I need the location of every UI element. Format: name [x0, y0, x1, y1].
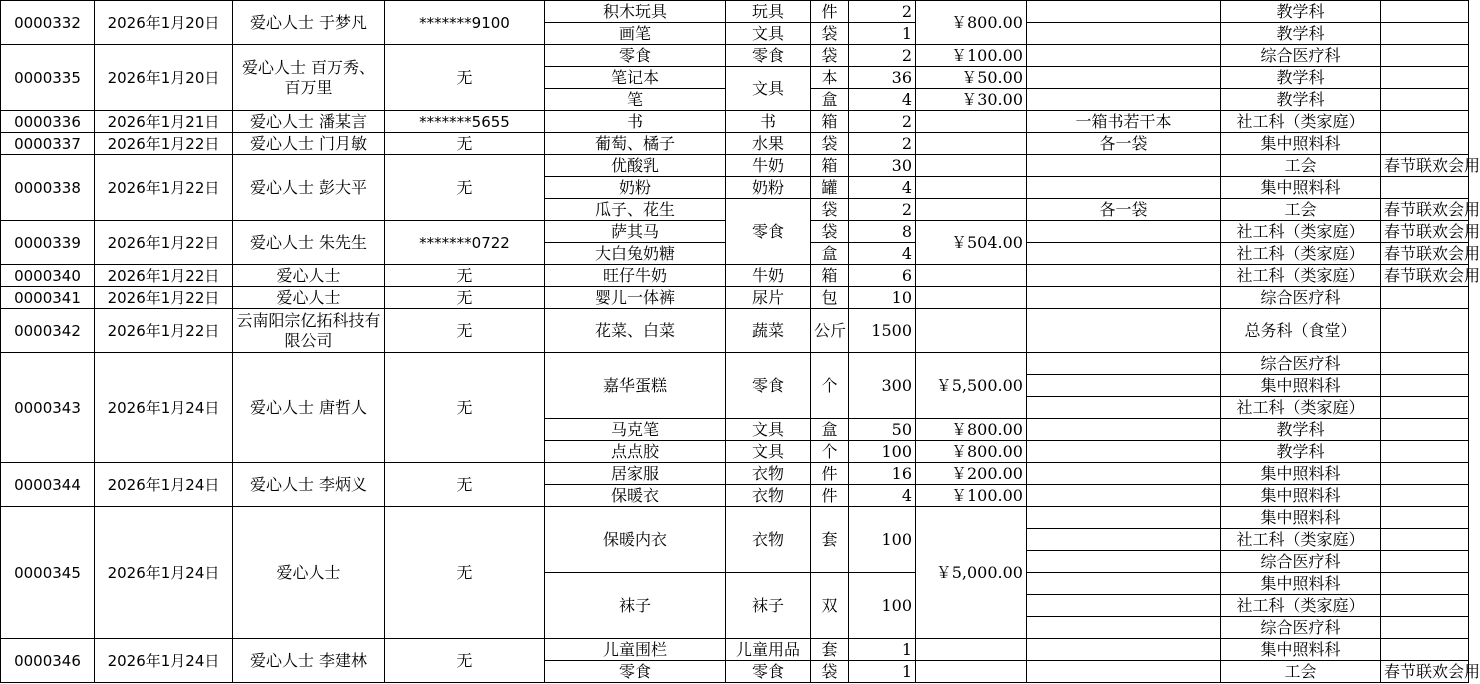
- purpose-cell[interactable]: [1381, 639, 1469, 661]
- item-category[interactable]: 尿片: [726, 287, 811, 309]
- purpose-cell[interactable]: [1381, 287, 1469, 309]
- purpose-cell[interactable]: [1381, 485, 1469, 507]
- purpose-cell[interactable]: [1381, 463, 1469, 485]
- donor-name[interactable]: 爱心人士 李炳义: [233, 463, 385, 507]
- item-value[interactable]: ￥30.00: [916, 89, 1027, 111]
- item-quantity[interactable]: 4: [849, 177, 916, 199]
- donation-date[interactable]: 2026年1月22日: [95, 221, 233, 265]
- item-quantity[interactable]: 36: [849, 67, 916, 89]
- donation-date[interactable]: 2026年1月22日: [95, 287, 233, 309]
- item-quantity[interactable]: 300: [849, 353, 916, 419]
- donor-name[interactable]: 爱心人士: [233, 507, 385, 639]
- donor-name[interactable]: 爱心人士 唐哲人: [233, 353, 385, 463]
- item-quantity[interactable]: 2: [849, 199, 916, 221]
- item-category[interactable]: 水果: [726, 133, 811, 155]
- table-row[interactable]: [1, 155, 1469, 177]
- item-value[interactable]: ￥5,500.00: [916, 353, 1027, 419]
- item-category[interactable]: 蔬菜: [726, 309, 811, 353]
- recipient-dept[interactable]: 社工科（类家庭）: [1221, 243, 1381, 265]
- recipient-dept[interactable]: 社工科（类家庭）: [1221, 595, 1381, 617]
- purpose-cell[interactable]: 春节联欢会用: [1381, 265, 1469, 287]
- donor-name[interactable]: 爱心人士 于梦凡: [233, 1, 385, 45]
- donation-date[interactable]: 2026年1月20日: [95, 45, 233, 111]
- item-category[interactable]: 衣物: [726, 463, 811, 485]
- item-category[interactable]: 玩具: [726, 1, 811, 23]
- table-row[interactable]: [1, 507, 1469, 529]
- item-quantity[interactable]: 10: [849, 287, 916, 309]
- donor-phone[interactable]: *******9100: [385, 1, 545, 45]
- item-name[interactable]: 积木玩具: [545, 1, 726, 23]
- item-name[interactable]: 马克笔: [545, 419, 726, 441]
- donation-date[interactable]: 2026年1月22日: [95, 309, 233, 353]
- table-row[interactable]: [1, 111, 1469, 133]
- item-unit[interactable]: 套: [811, 507, 849, 573]
- item-category[interactable]: 衣物: [726, 507, 811, 573]
- note-cell[interactable]: [1027, 375, 1221, 397]
- table-row[interactable]: [1, 309, 1469, 353]
- item-unit[interactable]: 盒: [811, 419, 849, 441]
- recipient-dept[interactable]: 教学科: [1221, 419, 1381, 441]
- item-name[interactable]: 零食: [545, 661, 726, 683]
- recipient-dept[interactable]: 综合医疗科: [1221, 353, 1381, 375]
- record-id[interactable]: 0000339: [1, 221, 95, 265]
- donor-name[interactable]: 爱心人士: [233, 287, 385, 309]
- item-name[interactable]: 袜子: [545, 573, 726, 639]
- donor-name[interactable]: 爱心人士 潘某言: [233, 111, 385, 133]
- recipient-dept[interactable]: 教学科: [1221, 89, 1381, 111]
- record-id[interactable]: 0000344: [1, 463, 95, 507]
- item-unit[interactable]: 箱: [811, 111, 849, 133]
- donor-phone[interactable]: 无: [385, 353, 545, 463]
- item-unit[interactable]: 公斤: [811, 309, 849, 353]
- note-cell[interactable]: 一箱书若干本: [1027, 111, 1221, 133]
- item-category[interactable]: 零食: [726, 661, 811, 683]
- item-value[interactable]: ￥800.00: [916, 1, 1027, 45]
- purpose-cell[interactable]: [1381, 375, 1469, 397]
- donation-date[interactable]: 2026年1月24日: [95, 507, 233, 639]
- donor-phone[interactable]: 无: [385, 155, 545, 221]
- item-value[interactable]: ￥800.00: [916, 419, 1027, 441]
- donor-name[interactable]: 爱心人士 门月敏: [233, 133, 385, 155]
- donation-date[interactable]: 2026年1月24日: [95, 463, 233, 507]
- purpose-cell[interactable]: 春节联欢会用: [1381, 155, 1469, 177]
- item-value[interactable]: [916, 661, 1027, 683]
- record-id[interactable]: 0000346: [1, 639, 95, 683]
- item-quantity[interactable]: 100: [849, 441, 916, 463]
- item-unit[interactable]: 件: [811, 463, 849, 485]
- item-category[interactable]: 儿童用品: [726, 639, 811, 661]
- item-value[interactable]: [916, 155, 1027, 177]
- note-cell[interactable]: [1027, 155, 1221, 177]
- item-value[interactable]: ￥504.00: [916, 221, 1027, 265]
- item-name[interactable]: 嘉华蛋糕: [545, 353, 726, 419]
- recipient-dept[interactable]: 综合医疗科: [1221, 287, 1381, 309]
- donation-date[interactable]: 2026年1月22日: [95, 133, 233, 155]
- note-cell[interactable]: [1027, 1, 1221, 23]
- item-value[interactable]: ￥5,000.00: [916, 507, 1027, 639]
- item-name[interactable]: 花菜、白菜: [545, 309, 726, 353]
- note-cell[interactable]: [1027, 463, 1221, 485]
- recipient-dept[interactable]: 社工科（类家庭）: [1221, 265, 1381, 287]
- item-quantity[interactable]: 2: [849, 111, 916, 133]
- item-unit[interactable]: 件: [811, 485, 849, 507]
- note-cell[interactable]: [1027, 243, 1221, 265]
- item-name[interactable]: 大白兔奶糖: [545, 243, 726, 265]
- donation-date[interactable]: 2026年1月20日: [95, 1, 233, 45]
- table-row[interactable]: [1, 353, 1469, 375]
- donation-date[interactable]: 2026年1月22日: [95, 265, 233, 287]
- item-unit[interactable]: 袋: [811, 199, 849, 221]
- note-cell[interactable]: [1027, 221, 1221, 243]
- table-row[interactable]: [1, 639, 1469, 661]
- item-name[interactable]: 居家服: [545, 463, 726, 485]
- item-quantity[interactable]: 4: [849, 485, 916, 507]
- item-quantity[interactable]: 1: [849, 661, 916, 683]
- item-category[interactable]: 奶粉: [726, 177, 811, 199]
- donor-phone[interactable]: 无: [385, 133, 545, 155]
- item-unit[interactable]: 袋: [811, 661, 849, 683]
- note-cell[interactable]: [1027, 441, 1221, 463]
- item-unit[interactable]: 个: [811, 353, 849, 419]
- item-unit[interactable]: 套: [811, 639, 849, 661]
- table-row[interactable]: [1, 287, 1469, 309]
- record-id[interactable]: 0000335: [1, 45, 95, 111]
- item-value[interactable]: ￥100.00: [916, 45, 1027, 67]
- note-cell[interactable]: [1027, 45, 1221, 67]
- recipient-dept[interactable]: 集中照料科: [1221, 463, 1381, 485]
- item-name[interactable]: 保暖衣: [545, 485, 726, 507]
- item-quantity[interactable]: 2: [849, 1, 916, 23]
- item-category[interactable]: 文具: [726, 441, 811, 463]
- item-unit[interactable]: 袋: [811, 23, 849, 45]
- recipient-dept[interactable]: 教学科: [1221, 441, 1381, 463]
- item-unit[interactable]: 盒: [811, 243, 849, 265]
- purpose-cell[interactable]: [1381, 419, 1469, 441]
- recipient-dept[interactable]: 总务科（食堂）: [1221, 309, 1381, 353]
- item-unit[interactable]: 箱: [811, 265, 849, 287]
- note-cell[interactable]: 各一袋: [1027, 133, 1221, 155]
- purpose-cell[interactable]: [1381, 397, 1469, 419]
- item-quantity[interactable]: 100: [849, 507, 916, 573]
- item-name[interactable]: 零食: [545, 45, 726, 67]
- item-unit[interactable]: 包: [811, 287, 849, 309]
- recipient-dept[interactable]: 社工科（类家庭）: [1221, 529, 1381, 551]
- recipient-dept[interactable]: 集中照料科: [1221, 639, 1381, 661]
- item-value[interactable]: [916, 177, 1027, 199]
- purpose-cell[interactable]: [1381, 89, 1469, 111]
- note-cell[interactable]: [1027, 419, 1221, 441]
- note-cell[interactable]: 各一袋: [1027, 199, 1221, 221]
- donor-phone[interactable]: 无: [385, 287, 545, 309]
- item-unit[interactable]: 个: [811, 441, 849, 463]
- purpose-cell[interactable]: [1381, 353, 1469, 375]
- item-name[interactable]: 点点胶: [545, 441, 726, 463]
- recipient-dept[interactable]: 集中照料科: [1221, 133, 1381, 155]
- recipient-dept[interactable]: 集中照料科: [1221, 485, 1381, 507]
- item-name[interactable]: 瓜子、花生: [545, 199, 726, 221]
- item-unit[interactable]: 箱: [811, 155, 849, 177]
- note-cell[interactable]: [1027, 177, 1221, 199]
- note-cell[interactable]: [1027, 287, 1221, 309]
- item-category[interactable]: 文具: [726, 419, 811, 441]
- recipient-dept[interactable]: 综合医疗科: [1221, 551, 1381, 573]
- donor-phone[interactable]: 无: [385, 463, 545, 507]
- item-quantity[interactable]: 2: [849, 45, 916, 67]
- donor-phone[interactable]: 无: [385, 507, 545, 639]
- purpose-cell[interactable]: [1381, 111, 1469, 133]
- item-value[interactable]: [916, 309, 1027, 353]
- item-category[interactable]: 牛奶: [726, 155, 811, 177]
- item-name[interactable]: 保暖内衣: [545, 507, 726, 573]
- item-category[interactable]: 牛奶: [726, 265, 811, 287]
- purpose-cell[interactable]: [1381, 309, 1469, 353]
- item-name[interactable]: 书: [545, 111, 726, 133]
- donation-date[interactable]: 2026年1月24日: [95, 353, 233, 463]
- item-name[interactable]: 儿童围栏: [545, 639, 726, 661]
- note-cell[interactable]: [1027, 529, 1221, 551]
- recipient-dept[interactable]: 工会: [1221, 155, 1381, 177]
- item-quantity[interactable]: 8: [849, 221, 916, 243]
- record-id[interactable]: 0000337: [1, 133, 95, 155]
- donor-phone[interactable]: 无: [385, 639, 545, 683]
- item-unit[interactable]: 袋: [811, 133, 849, 155]
- note-cell[interactable]: [1027, 397, 1221, 419]
- item-quantity[interactable]: 2: [849, 133, 916, 155]
- purpose-cell[interactable]: 春节联欢会用: [1381, 243, 1469, 265]
- record-id[interactable]: 0000345: [1, 507, 95, 639]
- recipient-dept[interactable]: 集中照料科: [1221, 375, 1381, 397]
- item-quantity[interactable]: 30: [849, 155, 916, 177]
- recipient-dept[interactable]: 教学科: [1221, 1, 1381, 23]
- donor-name[interactable]: 云南阳宗亿拓科技有限公司: [233, 309, 385, 353]
- table-row[interactable]: [1, 133, 1469, 155]
- recipient-dept[interactable]: 工会: [1221, 199, 1381, 221]
- purpose-cell[interactable]: [1381, 617, 1469, 639]
- item-unit[interactable]: 袋: [811, 45, 849, 67]
- item-category[interactable]: 零食: [726, 353, 811, 419]
- item-value[interactable]: ￥100.00: [916, 485, 1027, 507]
- item-category[interactable]: 袜子: [726, 573, 811, 639]
- item-value[interactable]: [916, 199, 1027, 221]
- item-value[interactable]: ￥200.00: [916, 463, 1027, 485]
- item-quantity[interactable]: 16: [849, 463, 916, 485]
- recipient-dept[interactable]: 集中照料科: [1221, 573, 1381, 595]
- recipient-dept[interactable]: 社工科（类家庭）: [1221, 111, 1381, 133]
- donor-phone[interactable]: *******0722: [385, 221, 545, 265]
- purpose-cell[interactable]: [1381, 529, 1469, 551]
- item-category[interactable]: 零食: [726, 199, 811, 265]
- item-unit[interactable]: 罐: [811, 177, 849, 199]
- recipient-dept[interactable]: 社工科（类家庭）: [1221, 221, 1381, 243]
- table-row[interactable]: [1, 463, 1469, 485]
- item-category[interactable]: 文具: [726, 67, 811, 111]
- purpose-cell[interactable]: [1381, 133, 1469, 155]
- recipient-dept[interactable]: 集中照料科: [1221, 507, 1381, 529]
- record-id[interactable]: 0000343: [1, 353, 95, 463]
- purpose-cell[interactable]: [1381, 1, 1469, 23]
- purpose-cell[interactable]: 春节联欢会用: [1381, 661, 1469, 683]
- item-quantity[interactable]: 50: [849, 419, 916, 441]
- item-value[interactable]: [916, 265, 1027, 287]
- item-name[interactable]: 萨其马: [545, 221, 726, 243]
- note-cell[interactable]: [1027, 617, 1221, 639]
- record-id[interactable]: 0000338: [1, 155, 95, 221]
- record-id[interactable]: 0000340: [1, 265, 95, 287]
- recipient-dept[interactable]: 教学科: [1221, 67, 1381, 89]
- note-cell[interactable]: [1027, 661, 1221, 683]
- item-name[interactable]: 笔: [545, 89, 726, 111]
- item-quantity[interactable]: 100: [849, 573, 916, 639]
- purpose-cell[interactable]: [1381, 441, 1469, 463]
- item-unit[interactable]: 本: [811, 67, 849, 89]
- table-row[interactable]: [1, 45, 1469, 67]
- note-cell[interactable]: [1027, 353, 1221, 375]
- recipient-dept[interactable]: 综合医疗科: [1221, 45, 1381, 67]
- donor-name[interactable]: 爱心人士 李建林: [233, 639, 385, 683]
- donor-phone[interactable]: 无: [385, 309, 545, 353]
- purpose-cell[interactable]: [1381, 551, 1469, 573]
- purpose-cell[interactable]: [1381, 23, 1469, 45]
- note-cell[interactable]: [1027, 265, 1221, 287]
- item-name[interactable]: 葡萄、橘子: [545, 133, 726, 155]
- recipient-dept[interactable]: 社工科（类家庭）: [1221, 397, 1381, 419]
- donor-phone[interactable]: 无: [385, 45, 545, 111]
- item-name[interactable]: 画笔: [545, 23, 726, 45]
- item-unit[interactable]: 件: [811, 1, 849, 23]
- item-quantity[interactable]: 4: [849, 89, 916, 111]
- item-unit[interactable]: 袋: [811, 221, 849, 243]
- recipient-dept[interactable]: 集中照料科: [1221, 177, 1381, 199]
- donor-phone[interactable]: 无: [385, 265, 545, 287]
- recipient-dept[interactable]: 教学科: [1221, 23, 1381, 45]
- item-quantity[interactable]: 1: [849, 23, 916, 45]
- note-cell[interactable]: [1027, 639, 1221, 661]
- item-category[interactable]: 零食: [726, 45, 811, 67]
- donation-date[interactable]: 2026年1月21日: [95, 111, 233, 133]
- table-row[interactable]: [1, 265, 1469, 287]
- purpose-cell[interactable]: [1381, 45, 1469, 67]
- purpose-cell[interactable]: [1381, 67, 1469, 89]
- donor-name[interactable]: 爱心人士: [233, 265, 385, 287]
- purpose-cell[interactable]: [1381, 595, 1469, 617]
- table-row[interactable]: [1, 1, 1469, 23]
- item-quantity[interactable]: 4: [849, 243, 916, 265]
- item-value[interactable]: [916, 111, 1027, 133]
- item-category[interactable]: 书: [726, 111, 811, 133]
- item-unit[interactable]: 盒: [811, 89, 849, 111]
- purpose-cell[interactable]: [1381, 573, 1469, 595]
- record-id[interactable]: 0000341: [1, 287, 95, 309]
- item-name[interactable]: 笔记本: [545, 67, 726, 89]
- note-cell[interactable]: [1027, 309, 1221, 353]
- note-cell[interactable]: [1027, 23, 1221, 45]
- item-name[interactable]: 奶粉: [545, 177, 726, 199]
- note-cell[interactable]: [1027, 67, 1221, 89]
- note-cell[interactable]: [1027, 551, 1221, 573]
- note-cell[interactable]: [1027, 89, 1221, 111]
- item-value[interactable]: [916, 639, 1027, 661]
- item-unit[interactable]: 双: [811, 573, 849, 639]
- record-id[interactable]: 0000336: [1, 111, 95, 133]
- donor-name[interactable]: 爱心人士 彭大平: [233, 155, 385, 221]
- donor-name[interactable]: 爱心人士 百万秀、百万里: [233, 45, 385, 111]
- note-cell[interactable]: [1027, 573, 1221, 595]
- recipient-dept[interactable]: 工会: [1221, 661, 1381, 683]
- item-value[interactable]: ￥50.00: [916, 67, 1027, 89]
- purpose-cell[interactable]: [1381, 177, 1469, 199]
- note-cell[interactable]: [1027, 595, 1221, 617]
- item-name[interactable]: 婴儿一体裤: [545, 287, 726, 309]
- note-cell[interactable]: [1027, 485, 1221, 507]
- item-value[interactable]: ￥800.00: [916, 441, 1027, 463]
- item-value[interactable]: [916, 133, 1027, 155]
- purpose-cell[interactable]: 春节联欢会用: [1381, 221, 1469, 243]
- note-cell[interactable]: [1027, 507, 1221, 529]
- donor-phone[interactable]: *******5655: [385, 111, 545, 133]
- donor-name[interactable]: 爱心人士 朱先生: [233, 221, 385, 265]
- recipient-dept[interactable]: 综合医疗科: [1221, 617, 1381, 639]
- donation-date[interactable]: 2026年1月22日: [95, 155, 233, 221]
- item-category[interactable]: 文具: [726, 23, 811, 45]
- item-quantity[interactable]: 1: [849, 639, 916, 661]
- item-name[interactable]: 旺仔牛奶: [545, 265, 726, 287]
- purpose-cell[interactable]: [1381, 507, 1469, 529]
- item-quantity[interactable]: 6: [849, 265, 916, 287]
- item-quantity[interactable]: 1500: [849, 309, 916, 353]
- purpose-cell[interactable]: 春节联欢会用: [1381, 199, 1469, 221]
- record-id[interactable]: 0000332: [1, 1, 95, 45]
- donation-date[interactable]: 2026年1月24日: [95, 639, 233, 683]
- item-name[interactable]: 优酸乳: [545, 155, 726, 177]
- item-value[interactable]: [916, 287, 1027, 309]
- item-category[interactable]: 衣物: [726, 485, 811, 507]
- record-id[interactable]: 0000342: [1, 309, 95, 353]
